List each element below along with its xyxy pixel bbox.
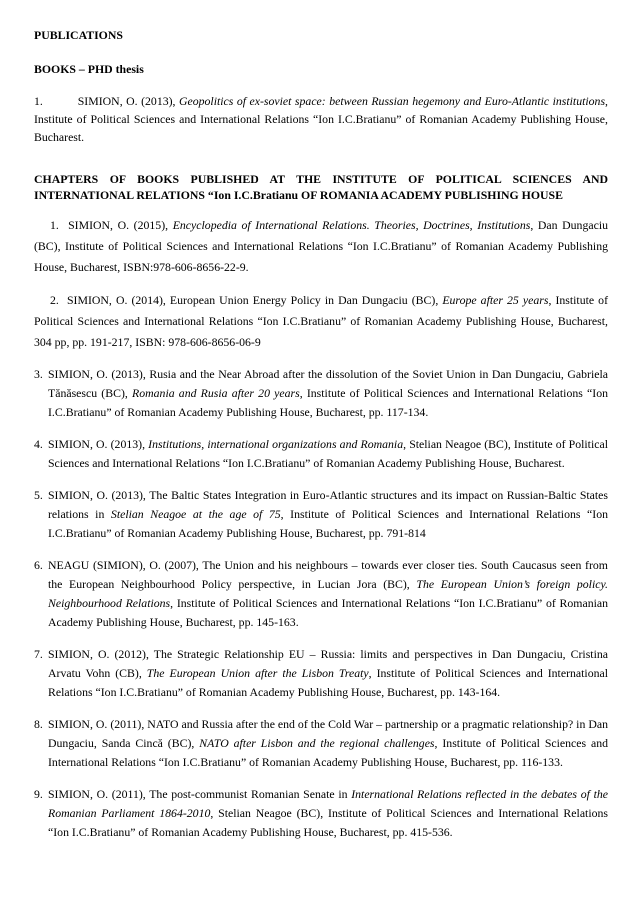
chapter-entry: 3. SIMION, O. (2013), Rusia and the Near Abroad after the dissolution of the Soviet Union in Dan Dungaciu, Gabriela Tănăsescu (BC), Romania and Rusia after 20 years, Institute of Political Sciences and International Relations “Ion I.C.Bratianu” of Romanian Academy Publishing House, Bucharest, pp. 117-134. bbox=[34, 367, 608, 419]
chapter-entry: 9. SIMION, O. (2011), The post-communist Romanian Senate in International Relations reflected in the debates of the Romanian Parliament 1864-2010, Stelian Neagoe (BC), Institute of Political Sciences and International Relations “Ion I.C.Bratianu” of Romanian Academy Publishing House, Bucharest, pp. 415-536. bbox=[34, 787, 608, 839]
chapter-entry: 6. NEAGU (SIMION), O. (2007), The Union and his neighbours – towards ever closer ties. South Caucasus seen from the European Neighbourhood Policy perspective, in Lucian Jora (BC), The European Union’s foreign policy. Neighbourhood Relations, Institute of Political Sciences and International Relations “Ion I.C.Bratianu” of Romanian Academy Publishing House, Bucharest, pp. 145-163. bbox=[34, 558, 608, 629]
chapters-heading: CHAPTERS OF BOOKS PUBLISHED AT THE INSTITUTE OF POLITICAL SCIENCES AND INTERNATIONAL RELATIONS “Ion I.C.Bratianu OF ROMANIA ACADEMY PUBLISHING HOUSE bbox=[34, 172, 608, 202]
chapter-entry: 5. SIMION, O. (2013), The Baltic States Integration in Euro-Atlantic structures and its impact on Russian-Baltic States relations in Stelian Neagoe at the age of 75, Institute of Political Sciences and International Relations “Ion I.C.Bratianu” of Romanian Academy Publishing House, Bucharest, pp. 791-814 bbox=[34, 488, 608, 540]
chapter-number: 3. bbox=[34, 367, 43, 381]
book-publisher: , Institute of Political Sciences and International Relations “Ion I.C.Bratianu” of Romanian Academy Publishing House, Bucharest. bbox=[34, 94, 608, 144]
chapter-entry: 4. SIMION, O. (2013), Institutions, international organizations and Romania, Stelian Neagoe (BC), Institute of Political Sciences and International Relations “Ion I.C.Bratianu” of Romanian Academy Publishing House, Bucharest. bbox=[34, 437, 608, 470]
chapter-number: 6. bbox=[34, 558, 43, 572]
book-number: 1. bbox=[34, 94, 43, 108]
books-heading: BOOKS – PHD thesis bbox=[34, 62, 144, 76]
book-entry bbox=[34, 92, 608, 146]
chapter-entry: 8. SIMION, O. (2011), NATO and Russia after the end of the Cold War – partnership or a pragmatic relationship? in Dan Dungaciu, Sanda Cincă (BC), NATO after Lisbon and the regional challenges, Institute of Political Sciences and International Relations “Ion I.C.Bratianu” of Romanian Academy Publishing House, Bucharest, pp. 116-133. bbox=[34, 717, 609, 769]
chapter-number: 2. bbox=[50, 293, 59, 307]
document-page bbox=[34, 26, 608, 855]
chapter-entry: 1. SIMION, O. (2015), Encyclopedia of International Relations. Theories, Doctrines, Institutions, Dan Dungaciu (BC), Institute of Political Sciences and International Relations “Ion I.C.Bratianu” of Romanian Academy Publishing House, Bucharest, ISBN:978-606-8656-22-9. bbox=[34, 218, 608, 274]
book-author: SIMION, O. (2013), bbox=[77, 94, 179, 108]
chapter-entry: 7. SIMION, O. (2012), The Strategic Relationship EU – Russia: limits and perspectives in Dan Dungaciu, Cristina Arvatu Vohn (CB), The European Union after the Lisbon Treaty, Institute of Political Sciences and International Relations “Ion I.C.Bratianu” of Romanian Academy Publishing House, Bucharest, pp. 143-164. bbox=[34, 647, 608, 699]
book-title: Geopolitics of ex-soviet space: between Russian hegemony and Euro-Atlantic institutions bbox=[178, 94, 606, 108]
publications-heading: PUBLICATIONS bbox=[34, 28, 123, 42]
chapter-number: 4. bbox=[34, 437, 43, 451]
chapter-number: 1. bbox=[50, 218, 59, 232]
chapter-entry: 2. SIMION, O. (2014), European Union Energy Policy in Dan Dungaciu (BC), Europe after 25 years, Institute of Political Sciences and International Relations “Ion I.C.Bratianu” of Romanian Academy Publishing House, Bucharest, 304 pp, pp. 191-217, ISBN: 978-606-8656-06-9 bbox=[34, 293, 608, 349]
chapter-number: 8. bbox=[34, 717, 43, 731]
chapter-number: 7. bbox=[34, 647, 43, 661]
chapter-number: 9. bbox=[34, 787, 43, 801]
chapters-list bbox=[34, 365, 608, 842]
chapter-number: 5. bbox=[34, 488, 43, 502]
